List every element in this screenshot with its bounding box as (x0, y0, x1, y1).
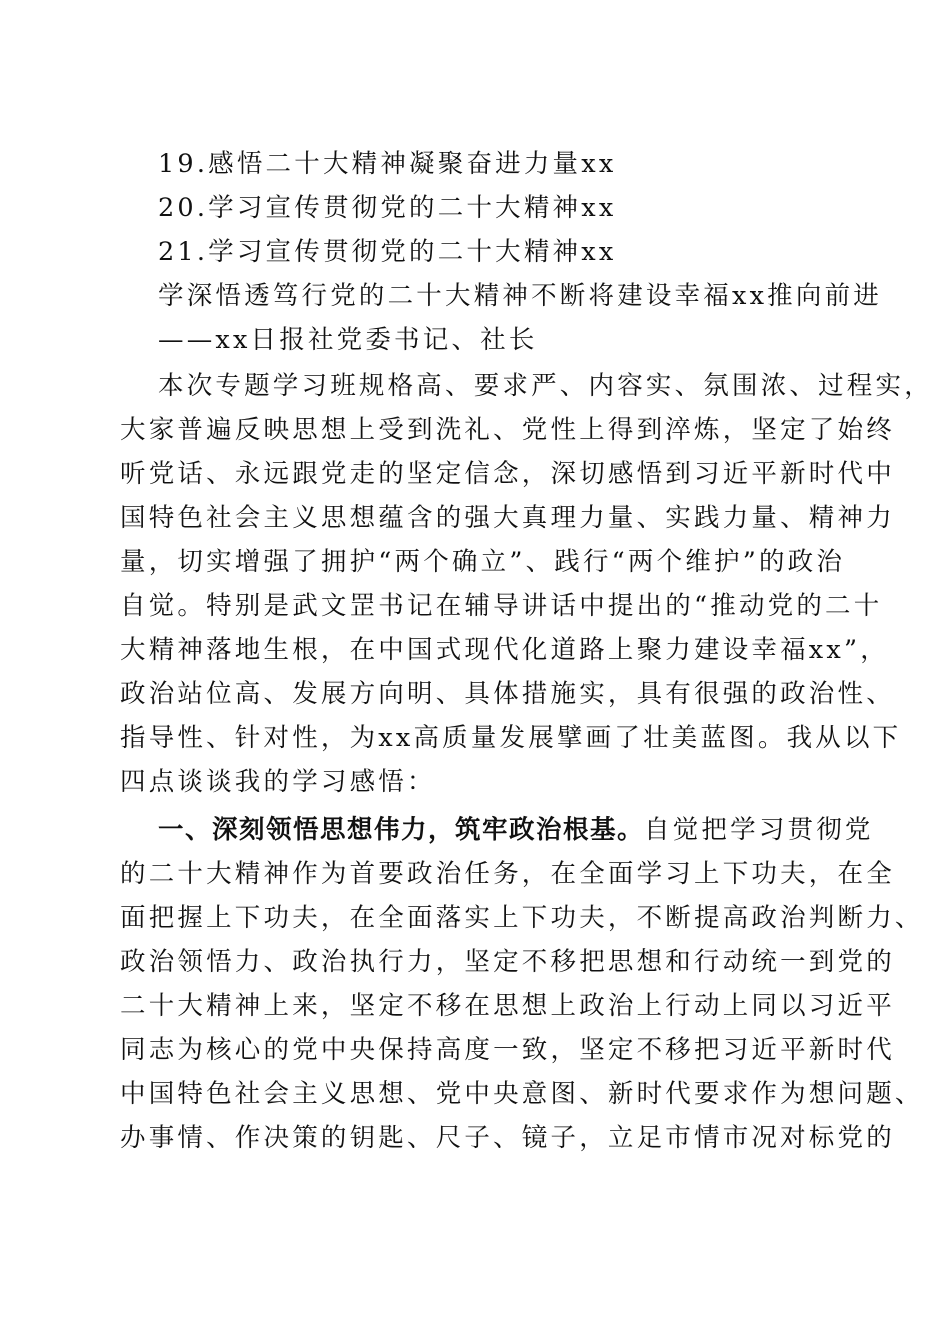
intro-line: 自觉。特别是武文罡书记在辅导讲话中提出的“推动党的二十 (120, 591, 883, 621)
toc-item-21: 21.学习宣传贯彻党的二十大精神xx (158, 237, 617, 267)
intro-line: 量，切实增强了拥护“两个确立”、践行“两个维护”的政治 (120, 547, 846, 577)
section1-line: 的二十大精神作为首要政治任务，在全面学习上下功夫，在全 (120, 859, 895, 889)
intro-line: 本次专题学习班规格高、要求严、内容实、氛围浓、过程实， (158, 371, 933, 401)
intro-line: 政治站位高、发展方向明、具体措施实，具有很强的政治性、 (120, 679, 895, 709)
section1-line: 二十大精神上来，坚定不移在思想上政治上行动上同以习近平 (120, 991, 895, 1021)
intro-line: 四点谈谈我的学习感悟： (120, 767, 436, 797)
intro-line: 大精神落地生根，在中国式现代化道路上聚力建设幸福xx”， (120, 635, 889, 665)
section1-line: 面把握上下功夫，在全面落实上下功夫，不断提高政治判断力、 (120, 903, 924, 933)
section1-line: 中国特色社会主义思想、党中央意图、新时代要求作为想问题、 (120, 1079, 924, 1109)
section1-line: 同志为核心的党中央保持高度一致，坚定不移把习近平新时代 (120, 1035, 895, 1065)
toc-item-20: 20.学习宣传贯彻党的二十大精神xx (158, 193, 617, 223)
intro-line: 大家普遍反映思想上受到洗礼、党性上得到淬炼，坚定了始终 (120, 415, 895, 445)
section1-first-line-text: 自觉把学习贯彻党 (644, 815, 874, 845)
section1-heading: 一、深刻领悟思想伟力，筑牢政治根基。 (158, 815, 645, 845)
section1-first-line (158, 808, 874, 852)
article-author: ——xx日报社党委书记、社长 (158, 325, 538, 355)
intro-line: 听党话、永远跟党走的坚定信念，深切感悟到习近平新时代中 (120, 459, 895, 489)
section1-line: 政治领悟力、政治执行力，坚定不移把思想和行动统一到党的 (120, 947, 895, 977)
intro-line: 国特色社会主义思想蕴含的强大真理力量、实践力量、精神力 (120, 503, 895, 533)
intro-line: 指导性、针对性，为xx高质量发展擘画了壮美蓝图。我从以下 (120, 723, 902, 753)
section1-line: 办事情、作决策的钥匙、尺子、镜子，立足市情市况对标党的 (120, 1123, 895, 1153)
toc-item-19: 19.感悟二十大精神凝聚奋进力量xx (158, 149, 617, 179)
article-title: 学深悟透笃行党的二十大精神不断将建设幸福xx推向前进 (158, 281, 882, 311)
